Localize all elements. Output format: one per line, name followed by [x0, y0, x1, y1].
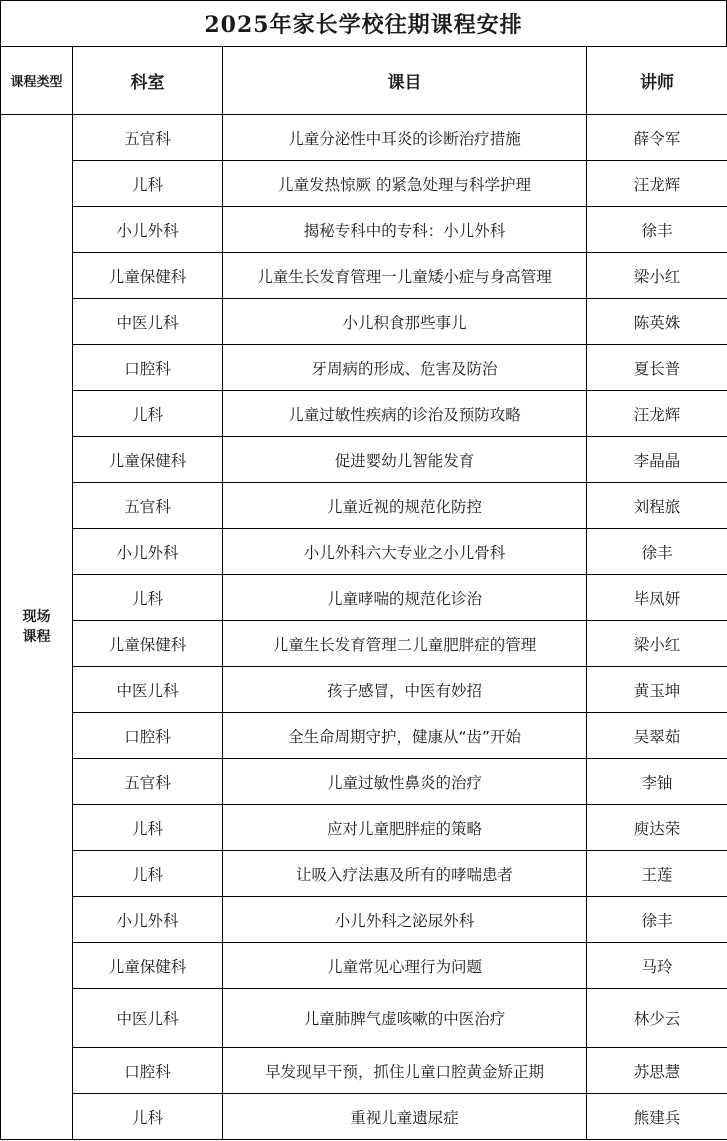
cell-teacher: 汪龙辉: [587, 391, 727, 437]
cell-course: 促进婴幼儿智能发育: [223, 437, 587, 483]
cell-dept: 小儿外科: [73, 207, 223, 253]
cell-course: 早发现早干预，抓住儿童口腔黄金矫正期: [223, 1048, 587, 1094]
cell-teacher: 黄玉坤: [587, 667, 727, 713]
cell-dept: 儿科: [73, 851, 223, 897]
cell-dept: 儿科: [73, 161, 223, 207]
cell-dept: 儿科: [73, 805, 223, 851]
cell-course: 儿童近视的规范化防控: [223, 483, 587, 529]
table-row: [1, 115, 727, 161]
table-row: [1, 667, 727, 713]
cell-teacher: 苏思慧: [587, 1048, 727, 1094]
cell-dept: 儿科: [73, 575, 223, 621]
cell-dept: 小儿外科: [73, 529, 223, 575]
cell-course: 儿童肺脾气虚咳嗽的中医治疗: [223, 989, 587, 1048]
cell-teacher: 梁小红: [587, 621, 727, 667]
cell-teacher: 徐丰: [587, 897, 727, 943]
table-row: [1, 253, 727, 299]
table-row: [1, 805, 727, 851]
cell-teacher: 熊建兵: [587, 1094, 727, 1140]
cell-course: 小儿外科之泌尿外科: [223, 897, 587, 943]
cell-teacher: 徐丰: [587, 529, 727, 575]
table-row: [1, 575, 727, 621]
cell-teacher: 陈英姝: [587, 299, 727, 345]
table-row: [1, 897, 727, 943]
cell-teacher: 毕凤妍: [587, 575, 727, 621]
cell-dept: 口腔科: [73, 713, 223, 759]
cell-course: 儿童发热惊厥 的紧急处理与科学护理: [223, 161, 587, 207]
table-row: [1, 529, 727, 575]
cell-dept: 中医儿科: [73, 667, 223, 713]
cell-dept: 儿童保健科: [73, 253, 223, 299]
cell-teacher: 李晶晶: [587, 437, 727, 483]
cell-dept: 儿科: [73, 391, 223, 437]
table-row: [1, 943, 727, 989]
cell-dept: 儿童保健科: [73, 943, 223, 989]
table-row: [1, 621, 727, 667]
title-row: [0, 0, 727, 46]
cell-dept: 儿童保健科: [73, 437, 223, 483]
cell-teacher: 刘程旅: [587, 483, 727, 529]
cell-teacher: 夏长普: [587, 345, 727, 391]
cell-course: 儿童分泌性中耳炎的诊断治疗措施: [223, 115, 587, 161]
cell-course: 儿童过敏性疾病的诊治及预防攻略: [223, 391, 587, 437]
cell-course: 儿童哮喘的规范化诊治: [223, 575, 587, 621]
cell-course: 应对儿童肥胖症的策略: [223, 805, 587, 851]
cell-teacher: 吴翠茹: [587, 713, 727, 759]
cell-course: 揭秘专科中的专科：小儿外科: [223, 207, 587, 253]
cell-course: 儿童过敏性鼻炎的治疗: [223, 759, 587, 805]
cell-dept: 儿科: [73, 1094, 223, 1140]
cell-course: 重视儿童遗尿症: [223, 1094, 587, 1140]
table-row: [1, 345, 727, 391]
cell-teacher: 庾达荣: [587, 805, 727, 851]
cell-teacher: 汪龙辉: [587, 161, 727, 207]
course-type-line2: 课程: [22, 629, 51, 645]
header-course-type: 课程类型: [1, 47, 73, 115]
cell-course: 让吸入疗法惠及所有的哮喘患者: [223, 851, 587, 897]
cell-teacher: 李铀: [587, 759, 727, 805]
header-row: [1, 47, 727, 115]
table-row: [1, 1094, 727, 1140]
table-row: [1, 713, 727, 759]
cell-course: 儿童常见心理行为问题: [223, 943, 587, 989]
cell-course: 孩子感冒，中医有妙招: [223, 667, 587, 713]
table-row: [1, 161, 727, 207]
cell-teacher: 薛令军: [587, 115, 727, 161]
table-body: [1, 115, 727, 1140]
cell-course: 全生命周期守护，健康从“齿”开始: [223, 713, 587, 759]
course-type-line1: 现场: [22, 609, 51, 625]
cell-teacher: 徐丰: [587, 207, 727, 253]
cell-dept: 五官科: [73, 759, 223, 805]
cell-course: 小儿积食那些事儿: [223, 299, 587, 345]
cell-teacher: 马玲: [587, 943, 727, 989]
cell-dept: 五官科: [73, 115, 223, 161]
table-row: [1, 989, 727, 1048]
table-row: [1, 391, 727, 437]
cell-course: 儿童生长发育管理二儿童肥胖症的管理: [223, 621, 587, 667]
cell-teacher: 梁小红: [587, 253, 727, 299]
schedule-table: [0, 46, 727, 1140]
table-row: [1, 851, 727, 897]
table-row: [1, 207, 727, 253]
cell-teacher: 王莲: [587, 851, 727, 897]
cell-dept: 小儿外科: [73, 897, 223, 943]
cell-dept: 口腔科: [73, 345, 223, 391]
table-row: [1, 437, 727, 483]
cell-course: 儿童生长发育管理一儿童矮小症与身高管理: [223, 253, 587, 299]
cell-dept: 五官科: [73, 483, 223, 529]
page-title: 2025年家长学校往期课程安排: [204, 12, 523, 38]
table-row: [1, 759, 727, 805]
cell-dept: 中医儿科: [73, 299, 223, 345]
cell-course: 牙周病的形成、危害及防治: [223, 345, 587, 391]
cell-dept: 儿童保健科: [73, 621, 223, 667]
cell-dept: 口腔科: [73, 1048, 223, 1094]
cell-teacher: 林少云: [587, 989, 727, 1048]
cell-dept: 中医儿科: [73, 989, 223, 1048]
header-teacher: 讲师: [587, 47, 727, 115]
table-row: [1, 1048, 727, 1094]
cell-course: 小儿外科六大专业之小儿骨科: [223, 529, 587, 575]
table-row: [1, 483, 727, 529]
header-dept: 科室: [73, 47, 223, 115]
course-type-cell: [1, 115, 73, 1140]
header-course: 课目: [223, 47, 587, 115]
table-row: [1, 299, 727, 345]
